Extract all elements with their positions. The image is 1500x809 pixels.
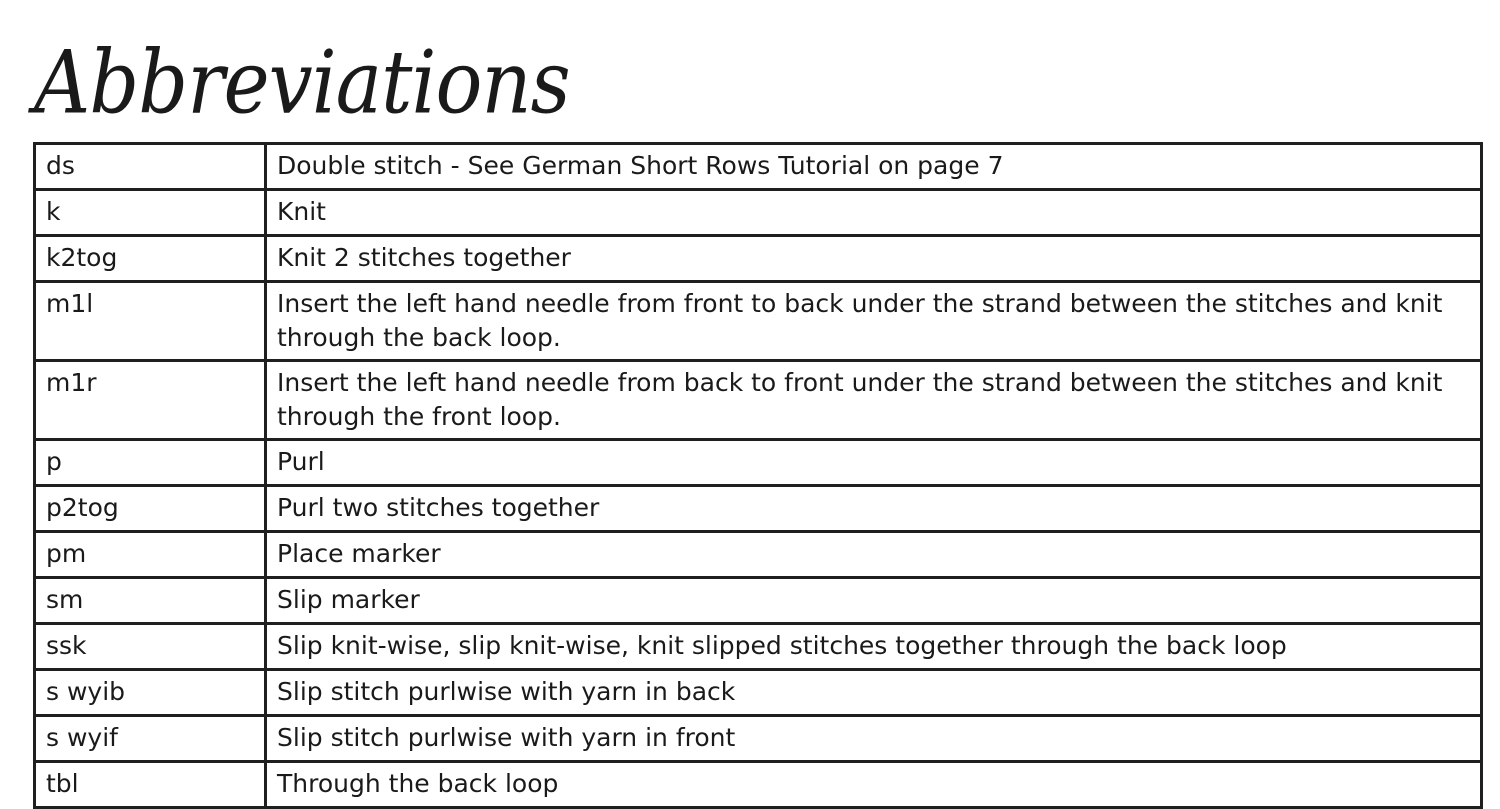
description-cell: Place marker (266, 532, 1482, 578)
description-cell: Knit (266, 190, 1482, 236)
abbreviation-cell: m1l (35, 282, 266, 361)
description-cell: Slip stitch purlwise with yarn in back (266, 670, 1482, 716)
abbreviation-cell: sm (35, 578, 266, 624)
abbreviations-table (33, 142, 1483, 809)
description-cell: Insert the left hand needle from front to back under the strand between the stitches and knit through the back loop. (266, 282, 1482, 361)
abbreviation-cell: p (35, 440, 266, 486)
abbreviation-cell: m1r (35, 361, 266, 440)
abbreviation-cell: pm (35, 532, 266, 578)
table-row (35, 486, 1482, 532)
table-row (35, 716, 1482, 762)
abbreviation-cell: s wyib (35, 670, 266, 716)
description-cell: Slip stitch purlwise with yarn in front (266, 716, 1482, 762)
description-cell: Slip marker (266, 578, 1482, 624)
abbreviation-cell: k2tog (35, 236, 266, 282)
table-row (35, 361, 1482, 440)
table-row (35, 440, 1482, 486)
table-row (35, 236, 1482, 282)
description-cell: Slip knit-wise, slip knit-wise, knit slipped stitches together through the back loop (266, 624, 1482, 670)
abbreviation-cell: ssk (35, 624, 266, 670)
abbreviation-cell: tbl (35, 762, 266, 808)
table-row (35, 282, 1482, 361)
table-row (35, 578, 1482, 624)
description-cell: Purl (266, 440, 1482, 486)
table-row (35, 190, 1482, 236)
abbreviation-cell: ds (35, 144, 266, 190)
description-cell: Purl two stitches together (266, 486, 1482, 532)
table-row (35, 144, 1482, 190)
description-cell: Through the back loop (266, 762, 1482, 808)
table-row (35, 670, 1482, 716)
abbreviation-cell: k (35, 190, 266, 236)
abbreviation-cell: s wyif (35, 716, 266, 762)
table-row (35, 532, 1482, 578)
table-row (35, 624, 1482, 670)
description-cell: Knit 2 stitches together (266, 236, 1482, 282)
page-title: Abbreviations (34, 33, 570, 135)
abbreviation-cell: p2tog (35, 486, 266, 532)
table-row (35, 762, 1482, 808)
description-cell: Insert the left hand needle from back to front under the strand between the stitches and knit through the front loop. (266, 361, 1482, 440)
description-cell: Double stitch - See German Short Rows Tutorial on page 7 (266, 144, 1482, 190)
